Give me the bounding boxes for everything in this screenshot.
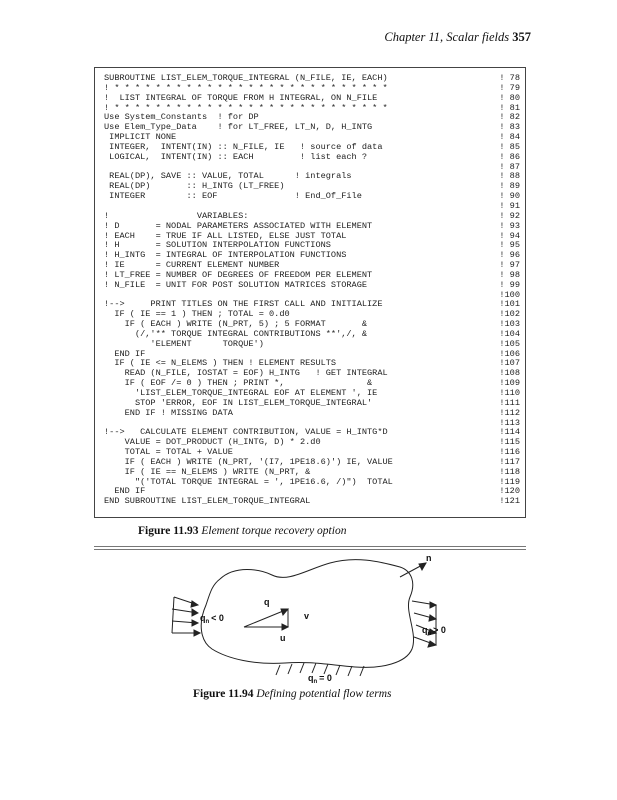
code-text: ! N_FILE = UNIT FOR POST SOLUTION MATRICES STORAGE: [104, 279, 368, 290]
code-text: ! EACH = TRUE IF ALL LISTED, ELSE JUST TOTAL: [104, 230, 347, 241]
code-line: [104, 409, 520, 419]
code-text: REAL(DP), SAVE :: VALUE, TOTAL ! integrals: [104, 171, 352, 182]
line-number: !117: [499, 456, 520, 467]
code-text: IF ( EOF /= 0 ) THEN ; PRINT *, &: [104, 378, 373, 389]
code-text: IF ( IE <= N_ELEMS ) THEN ! ELEMENT RESULTS: [104, 358, 337, 369]
code-line: [104, 281, 520, 291]
line-number: ! 81: [499, 102, 520, 113]
figure-caption-text: Defining potential flow terms: [256, 688, 392, 700]
flux-label: q: [264, 597, 270, 607]
line-number: ! 85: [499, 141, 520, 152]
line-number: ! 92: [499, 210, 520, 221]
code-line: [104, 340, 520, 350]
line-number: !120: [499, 486, 520, 497]
line-number: !118: [499, 466, 520, 477]
code-line: [104, 153, 520, 163]
code-text: IF ( IE == 1 ) THEN ; TOTAL = 0.d0: [104, 309, 290, 320]
line-number: ! 90: [499, 191, 520, 202]
line-number: !105: [499, 338, 520, 349]
line-number: ! 83: [499, 122, 520, 133]
inflow-arrows: [172, 597, 200, 636]
code-text: TOTAL = TOTAL + VALUE: [104, 447, 233, 458]
code-text: ! H = SOLUTION INTERPOLATION FUNCTIONS: [104, 240, 331, 251]
code-text: ! H_INTG = INTEGRAL OF INTERPOLATION FUNCTIONS: [104, 250, 347, 261]
line-number: ! 88: [499, 171, 520, 182]
separator-rule: [94, 546, 526, 547]
code-text: ! LIST INTEGRAL OF TORQUE FROM H INTEGRAL, ON N_FILE: [104, 92, 378, 103]
line-number: !110: [499, 388, 520, 398]
line-number: ! 95: [499, 240, 520, 251]
code-text: ! D = NODAL PARAMETERS ASSOCIATED WITH ELEMENT: [104, 220, 373, 231]
code-text: LOGICAL, INTENT(IN) :: EACH ! list each ?: [104, 151, 368, 162]
code-text: END IF ! MISSING DATA: [104, 407, 233, 418]
line-number: !116: [499, 447, 520, 458]
code-listing: [104, 74, 520, 507]
line-number: !112: [499, 407, 520, 418]
line-number: ! 98: [499, 269, 520, 280]
code-text: ! * * * * * * * * * * * * * * * * * * * * * * * * * * *: [104, 102, 388, 113]
u-component-label: u: [280, 633, 286, 643]
line-number: ! 94: [499, 230, 520, 241]
line-number: ! 79: [499, 82, 520, 93]
figure-11-94-caption: [193, 688, 391, 700]
no-flux-label: $q_n = 0$: [308, 673, 332, 685]
code-text: INTEGER, INTENT(IN) :: N_FILE, IE ! source of data: [104, 141, 383, 152]
line-number: !107: [499, 358, 520, 369]
line-number: !113: [499, 417, 520, 428]
code-line: [104, 192, 520, 202]
code-text: Use Elem_Type_Data ! for LT_FREE, LT_N, D, H_INTG: [104, 122, 373, 133]
line-number: !100: [499, 289, 520, 300]
code-text: SUBROUTINE LIST_ELEM_TORQUE_INTEGRAL (N_FILE, IE, EACH): [104, 73, 388, 83]
code-text: IF ( EACH ) WRITE (N_PRT, 5) ; 5 FORMAT &: [104, 319, 368, 330]
code-text: ! IE = CURRENT ELEMENT NUMBER: [104, 260, 280, 271]
line-number: !115: [499, 437, 520, 448]
code-text: 'LIST_ELEM_TORQUE_INTEGRAL EOF AT ELEMENT ', IE: [104, 388, 378, 398]
chapter-title: Chapter 11, Scalar fields: [384, 30, 510, 44]
inflow-flux-label: $q_n < 0$: [200, 613, 224, 625]
potential-flow-diagram: [160, 553, 460, 685]
line-number: !103: [499, 319, 520, 330]
code-text: STOP 'ERROR, EOF IN LIST_ELEM_TORQUE_INTEGRAL': [104, 397, 373, 408]
page-number: 357: [512, 30, 531, 44]
separator-rule: [94, 549, 526, 550]
line-number: ! 89: [499, 181, 520, 192]
code-text: INTEGER :: EOF ! End_Of_File: [104, 191, 362, 202]
line-number: !102: [499, 309, 520, 320]
code-text: ! VARIABLES:: [104, 210, 249, 221]
code-text: END IF: [104, 348, 146, 359]
code-text: REAL(DP) :: H_INTG (LT_FREE): [104, 181, 285, 192]
figure-label: Figure 11.94: [193, 688, 254, 700]
code-text: END SUBROUTINE LIST_ELEM_TORQUE_INTEGRAL: [104, 496, 311, 507]
code-text: READ (N_FILE, IOSTAT = EOF) H_INTG ! GET INTEGRAL: [104, 368, 388, 379]
line-number: !121: [499, 496, 520, 507]
code-text: Use System_Constants ! for DP: [104, 112, 259, 123]
code-text: ! * * * * * * * * * * * * * * * * * * * * * * * * * * *: [104, 82, 388, 93]
code-line: [104, 497, 520, 507]
code-text: 'ELEMENT TORQUE'): [104, 338, 264, 349]
line-number: !104: [499, 328, 520, 339]
code-text: (/,'** TORQUE INTEGRAL CONTRIBUTIONS **',/, &: [104, 328, 368, 339]
code-text: IF ( IE == N_ELEMS ) WRITE (N_PRT, &: [104, 466, 311, 477]
outflow-arrows: [412, 601, 436, 647]
normal-arrow: [400, 563, 426, 577]
figure-11-93-caption: [138, 525, 346, 537]
code-text: VALUE = DOT_PRODUCT (H_INTG, D) * 2.d0: [104, 437, 321, 448]
line-number: !111: [499, 397, 520, 408]
line-number: ! 78: [499, 73, 520, 83]
line-number: !109: [499, 378, 520, 389]
code-text: "('TOTAL TORQUE INTEGRAL = ', 1PE16.6, /)") TOTAL: [104, 476, 393, 487]
line-number: !119: [499, 476, 520, 487]
line-number: ! 87: [499, 161, 520, 172]
line-number: ! 80: [499, 92, 520, 103]
line-number: ! 93: [499, 220, 520, 231]
outflow-flux-label: $q_n > 0$: [422, 625, 446, 637]
line-number: ! 99: [499, 279, 520, 290]
code-text: IMPLICIT NONE: [104, 132, 177, 143]
line-number: ! 91: [499, 200, 520, 211]
code-text: ! LT_FREE = NUMBER OF DEGREES OF FREEDOM PER ELEMENT: [104, 269, 373, 280]
line-number: !106: [499, 348, 520, 359]
line-number: ! 97: [499, 260, 520, 271]
line-number: !108: [499, 368, 520, 379]
v-component-label: v: [304, 611, 310, 621]
running-head: [384, 30, 531, 45]
line-number: ! 96: [499, 250, 520, 261]
code-text: !--> CALCULATE ELEMENT CONTRIBUTION, VALUE = H_INTG*D: [104, 427, 388, 438]
line-number: ! 82: [499, 112, 520, 123]
code-text: !--> PRINT TITLES ON THE FIRST CALL AND INITIALIZE: [104, 299, 383, 310]
normal-label: n: [426, 553, 432, 563]
figure-label: Figure 11.93: [138, 525, 199, 537]
code-line: [104, 478, 520, 488]
code-text: IF ( EACH ) WRITE (N_PRT, '(I7, 1PE18.6)') IE, VALUE: [104, 456, 393, 467]
line-number: ! 86: [499, 151, 520, 162]
line-number: !101: [499, 299, 520, 310]
line-number: ! 84: [499, 132, 520, 143]
flux-vector: [244, 609, 288, 630]
figure-caption-text: Element torque recovery option: [201, 525, 347, 537]
line-number: !114: [499, 427, 520, 438]
code-text: END IF: [104, 486, 146, 497]
